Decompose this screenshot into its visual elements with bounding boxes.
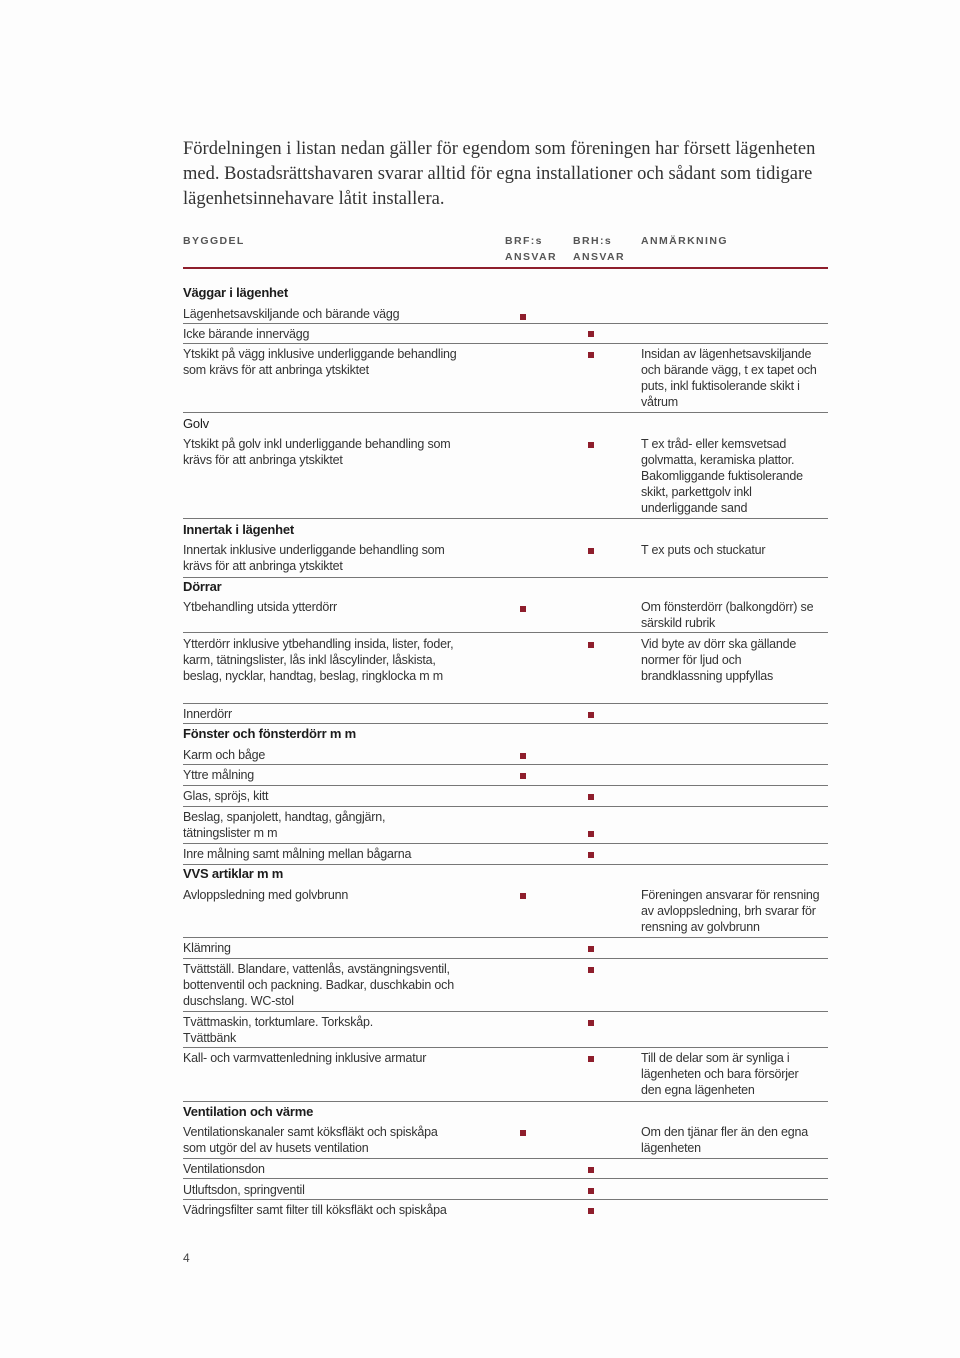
brf-mark — [520, 753, 526, 759]
brh-mark — [588, 1020, 594, 1026]
row-divider — [183, 703, 828, 704]
item-text: Innerdörr — [183, 707, 232, 721]
row-divider — [183, 806, 828, 807]
row-divider — [183, 343, 828, 344]
brh-mark — [588, 712, 594, 718]
row-divider — [183, 1178, 828, 1179]
item-note: T ex puts och stuckatur — [641, 543, 766, 557]
section-title: Väggar i lägenhet — [183, 285, 288, 300]
brh-mark — [588, 1208, 594, 1214]
row-divider — [183, 1011, 828, 1012]
item-note: T ex tråd- eller kemsvetsad golvmatta, keramiska plattor. Bakomliggande fuktisolerande skikt, parkettgolv inkl underliggande sand — [641, 437, 803, 515]
col-header-brf-line1: BRF:s — [505, 235, 543, 247]
row-divider — [183, 323, 828, 324]
brh-mark — [588, 548, 594, 554]
row-divider — [183, 412, 828, 413]
brf-mark — [520, 773, 526, 779]
item-text: Lägenhetsavskiljande och bärande vägg — [183, 307, 400, 321]
item-text: Vädringsfilter samt filter till köksfläkt och spiskåpa — [183, 1203, 447, 1217]
brh-mark — [588, 352, 594, 358]
item-note: Insidan av lägenhetsavskiljande och bärande vägg, t ex tapet och puts, inkl fuktisolerande skikt i våtrum — [641, 347, 817, 409]
item-text: Avloppsledning med golvbrunn — [183, 888, 349, 902]
col-header-anmarkning: ANMÄRKNING — [641, 235, 728, 247]
brh-mark — [588, 946, 594, 952]
item-text: Klämring — [183, 941, 231, 955]
brh-mark — [588, 831, 594, 837]
row-divider — [183, 577, 828, 578]
row-divider — [183, 1199, 828, 1200]
row-divider — [183, 937, 828, 938]
section-title: Innertak i lägenhet — [183, 522, 295, 537]
brh-mark — [588, 331, 594, 337]
item-text: Ytbehandling utsida ytterdörr — [183, 600, 338, 614]
row-divider — [183, 1101, 828, 1102]
row-divider — [183, 785, 828, 786]
section-title: Golv — [183, 416, 209, 431]
brh-mark — [588, 852, 594, 858]
item-text: Inre målning samt målning mellan bågarna — [183, 847, 412, 861]
item-note: Föreningen ansvarar för rensning av avloppsledning, brh svarar för rensning av golvbrunn — [641, 888, 820, 934]
item-text: Ventilationskanaler samt köksfläkt och spiskåpa som utgör del av husets ventilation — [183, 1125, 438, 1155]
brf-mark — [520, 314, 526, 320]
section-title: Dörrar — [183, 579, 222, 594]
page-number: 4 — [183, 1251, 190, 1265]
brh-mark — [588, 794, 594, 800]
brf-mark — [520, 893, 526, 899]
brh-mark — [588, 442, 594, 448]
item-text: Kall- och varmvattenledning inklusive armatur — [183, 1051, 427, 1065]
row-divider — [183, 1047, 828, 1048]
row-divider — [183, 843, 828, 844]
item-text: Ytskikt på vägg inklusive underliggande behandling som krävs för att anbringa ytskiktet — [183, 347, 457, 377]
brh-mark — [588, 1188, 594, 1194]
item-text: Tvättmaskin, torktumlare. Torkskåp. Tvättbänk — [183, 1015, 374, 1045]
row-divider — [183, 764, 828, 765]
row-divider — [183, 518, 828, 519]
item-text: Tvättställ. Blandare, vattenlås, avstängningsventil, bottenventil och packning. Badkar, duschkabin och duschslang. WC-stol — [183, 962, 454, 1008]
intro-paragraph: Fördelningen i listan nedan gäller för egendom som föreningen har försett lägenheten med. Bostadsrättshavaren svarar alltid för egna installationer och sådant som tidigare lägenhetsinnehavare låtit installera. — [183, 139, 816, 209]
item-text: Ytterdörr inklusive ytbehandling insida, lister, foder, karm, tätningslister, lås inkl låscylinder, låskista, beslag, nycklar, handtag, beslag, ringklocka m m — [183, 637, 454, 683]
item-note: Om den tjänar fler än den egna lägenheten — [641, 1125, 809, 1155]
item-text: Glas, spröjs, kitt — [183, 789, 269, 803]
brh-mark — [588, 967, 594, 973]
row-divider — [183, 958, 828, 959]
item-note: Till de delar som är synliga i lägenheten och bara försörjer den egna lägenheten — [641, 1051, 799, 1097]
row-divider — [183, 723, 828, 724]
row-divider — [183, 864, 828, 865]
item-text: Yttre målning — [183, 768, 255, 782]
row-divider — [183, 632, 828, 633]
brh-mark — [588, 642, 594, 648]
brf-mark — [520, 606, 526, 612]
col-header-brh — [573, 233, 625, 265]
item-text: Innertak inklusive underliggande behandling som krävs för att anbringa ytskiktet — [183, 543, 445, 573]
brh-mark — [588, 1167, 594, 1173]
col-header-brh-line2: ANSVAR — [573, 251, 625, 263]
section-title: Fönster och fönsterdörr m m — [183, 726, 357, 741]
item-text: Utluftsdon, springventil — [183, 1183, 305, 1197]
col-header-brh-line1: BRH:s — [573, 235, 613, 247]
col-header-brf — [505, 233, 557, 265]
brf-mark — [520, 1130, 526, 1136]
section-title: VVS artiklar m m — [183, 866, 284, 881]
item-text: Karm och båge — [183, 748, 266, 762]
item-note: Vid byte av dörr ska gällande normer för ljud och brandklassning uppfyllas — [641, 637, 797, 683]
section-title: Ventilation och värme — [183, 1104, 314, 1119]
col-header-byggdel: BYGGDEL — [183, 235, 245, 247]
item-text: Ytskikt på golv inkl underliggande behandling som krävs för att anbringa ytskiktet — [183, 437, 451, 467]
row-divider — [183, 1158, 828, 1159]
item-text: Ventilationsdon — [183, 1162, 265, 1176]
col-header-brf-line2: ANSVAR — [505, 251, 557, 263]
item-text: Beslag, spanjolett, handtag, gångjärn, tätningslister m m — [183, 810, 386, 840]
header-rule — [183, 267, 828, 269]
item-text: Icke bärande innervägg — [183, 327, 310, 341]
brh-mark — [588, 1056, 594, 1062]
item-note: Om fönsterdörr (balkongdörr) se särskild rubrik — [641, 600, 814, 630]
